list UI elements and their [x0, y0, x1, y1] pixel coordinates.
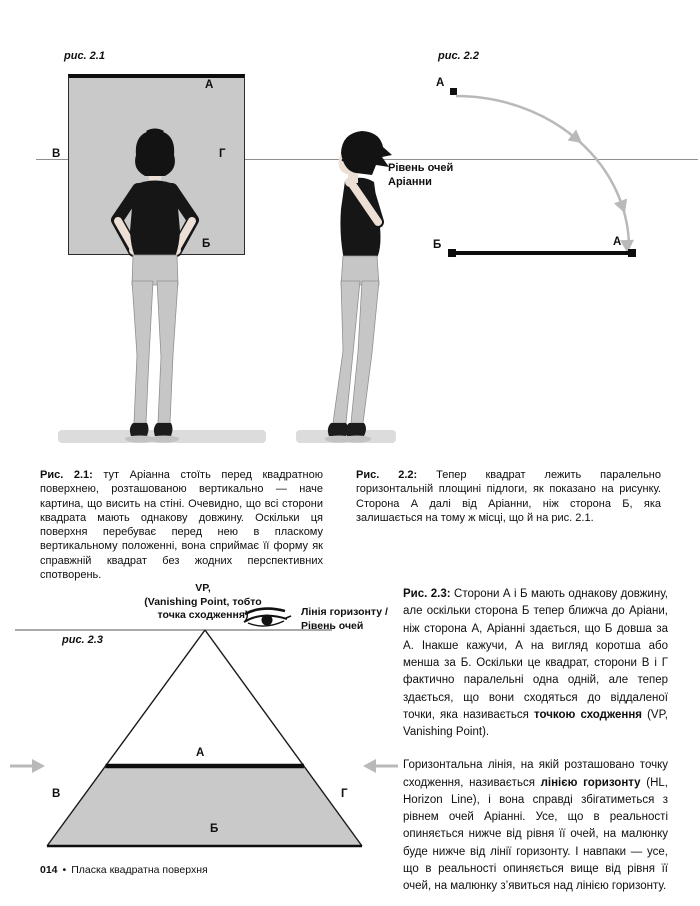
vp-caption-line2: (Vanishing Point, тобто [144, 595, 262, 608]
paragraph-2-3-text2: (VP, Vanishing Point). [403, 708, 668, 738]
horizon-line-caption [301, 606, 388, 633]
fig23-side-b-label: Б [210, 823, 219, 835]
paragraph-2-3 [403, 586, 668, 741]
page-footer [40, 864, 208, 876]
vanishing-point-caption [125, 582, 281, 623]
caption-2-2 [356, 468, 661, 525]
paragraph-hl-text1: Горизонтальна лінія, на якій розташовано точку сходження, називається [403, 759, 668, 789]
caption-2-2-text: Тепер квадрат лежить паралельно горизонтальній площині підлоги, як показано на рисунку. Сторона А далі від Аріанни, ніж сторона Б, яка залишається на тому ж місці, що й на рис. 2.1. [356, 469, 661, 524]
paragraph-2-3-text1: Сторони А і Б мають однакову довжину, але оскільки сторона Б тепер ближча до Аріани, ніж сторона А, Аріанні здається, що Б довша за А. Інакше кажучи, А на вигляд коротша або менша за Б. Оскільки це квадрат, сторони В і Г фактично паралельні одна одній, але тепер здається, що вони сходяться до віддаленої точки, яка називається [403, 588, 668, 721]
eye-level-caption-line2: Аріанни [388, 175, 432, 188]
paragraph-hl-text2: (HL, Horizon Line), і вона справді збігатиметься з рівнем очей Аріанні. Усе, що в реальності опиняється нижче від рівня її очей, на малюнку буде нижче від лінії горизонту. І навпаки — усе, що в реальності опиняється вище від рівня її очей, на малюнку з’явиться над лінією горизонту. [403, 776, 669, 892]
fig21-side-a-label: А [205, 79, 214, 91]
vp-caption-line1: VP, [195, 582, 211, 594]
paragraph-2-3-bold-label: Рис. 2.3: [403, 588, 451, 600]
vp-caption-line3: точка сходження) [157, 609, 249, 622]
fig-2-3-label: рис. 2.3 [62, 634, 103, 646]
fig22-near-b-label: Б [433, 239, 442, 251]
paragraph-hl-bold-term: лінією горизонту [540, 776, 641, 789]
left-convergence-arrow [10, 759, 45, 773]
fig-2-2-label: рис. 2.2 [438, 50, 479, 62]
fig21-side-g-label: Г [219, 148, 226, 160]
section-title: Пласка квадратна поверхня [71, 864, 208, 876]
fig23-side-v-label: В [52, 788, 61, 800]
fig22-far-a-label: А [613, 236, 622, 248]
footer-separator: • [62, 864, 67, 876]
square-rotation-diagram [428, 74, 642, 266]
fig-2-1-label: рис. 2.1 [64, 50, 105, 62]
paragraph-horizon-line [403, 757, 668, 895]
fig23-side-g-label: Г [341, 788, 348, 800]
caption-2-1-bold-label: Рис. 2.1: [40, 469, 93, 481]
fig21-side-v-label: В [52, 148, 61, 160]
fig23-text-column [403, 586, 668, 895]
caption-2-2-bold-label: Рис. 2.2: [356, 469, 418, 481]
eye-level-caption-line1: Рівень очей [388, 162, 454, 174]
fig23-side-a-label: А [196, 747, 205, 759]
fig22-top-a-label: А [436, 77, 445, 89]
horizon-caption-line1: Лінія горизонту / [301, 606, 388, 618]
fig21-side-b-label: Б [202, 238, 211, 250]
paragraph-2-3-bold-term: точкою сходження [533, 708, 642, 721]
caption-2-1-text: тут Аріанна стоїть перед квадратною поверхнею, розташованою вертикально — наче картина, що висить на стіні. Очевидно, що всі сторони квадрата мають однакову довжину. Оскільки ця поверхня перебуває перед нею в пласкому вертикальному положенні, вона сприймає її форму як справжній квадрат без жодних перспективних спотворень. [40, 469, 323, 582]
right-convergence-arrow [363, 759, 398, 773]
caption-2-1 [40, 468, 323, 582]
arianna-back-figure [80, 127, 230, 447]
arc-arrowhead-2 [614, 199, 632, 216]
page-number: 014 [40, 864, 58, 876]
horizon-caption-line2: Рівень очей [301, 619, 364, 632]
